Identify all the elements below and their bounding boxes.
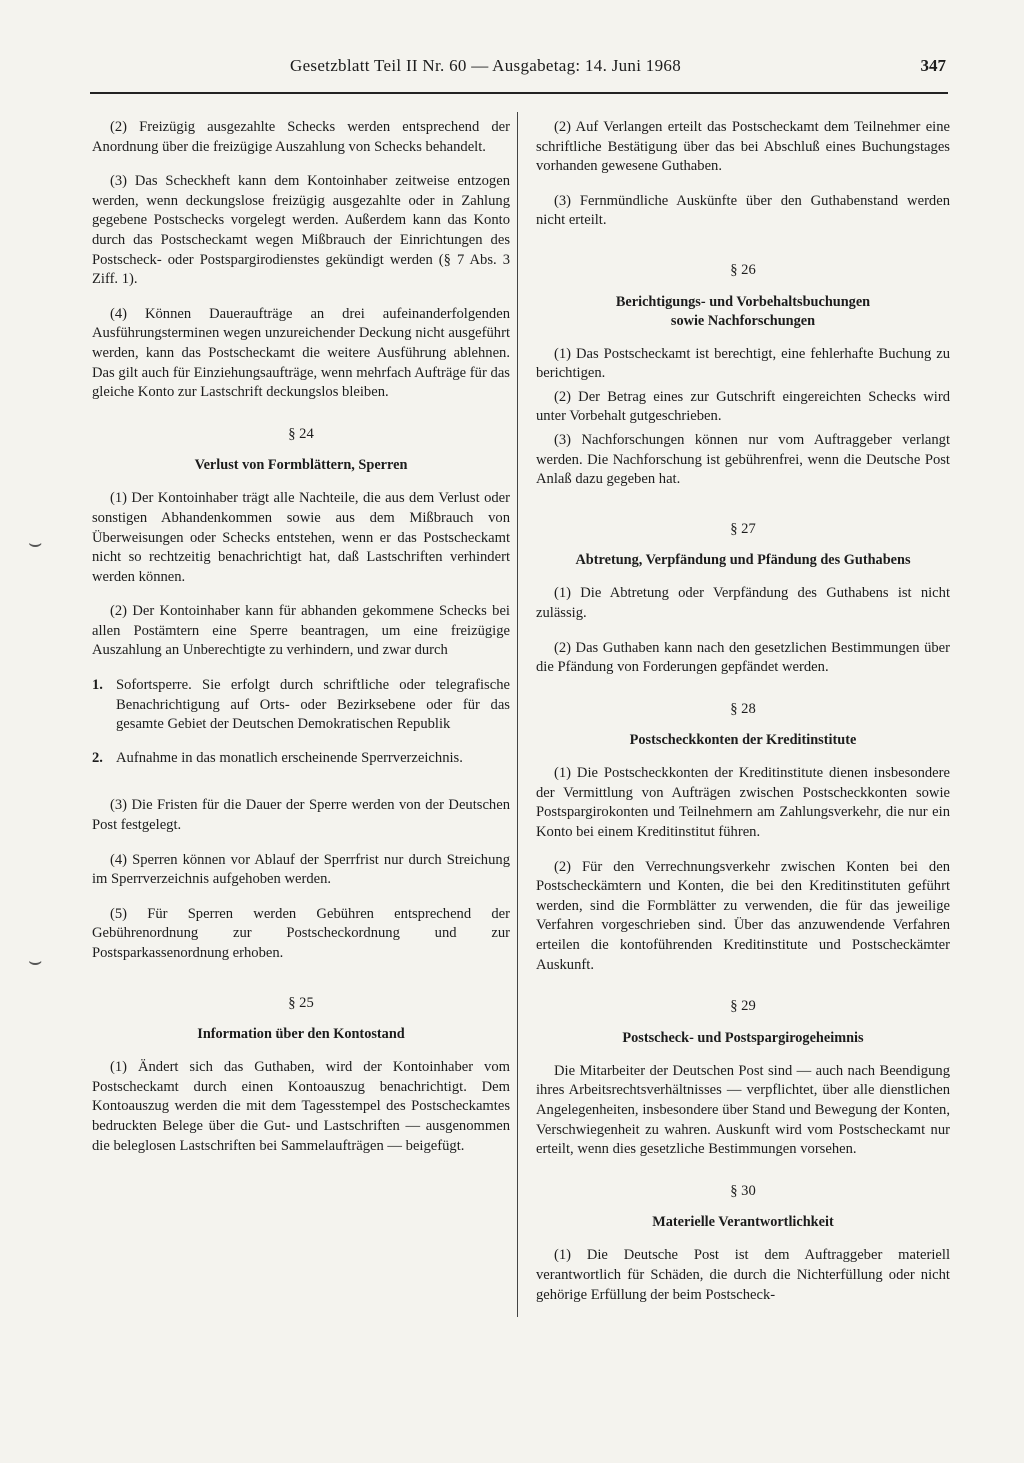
section-title — [536, 293, 950, 331]
page-header-title: Gesetzblatt Teil II Nr. 60 — Ausgabetag: 14. Juni 1968 — [290, 56, 681, 75]
paragraph: (1) Ändert sich das Guthaben, wird der Kontoinhaber vom Postscheckamt durch einen Kontoauszug benachrichtigt. Dem Kontoauszug werden die mit dem Tagesstempel des Postscheckamtes bedruckten Belege über die Gut- und Lastschriften — ausgenommen die beleglosen Lastschriften bei Sammelaufträgen — beigefügt. — [92, 1059, 510, 1154]
section-number: § 24 — [288, 425, 314, 442]
section-title-line: sowie Nachforschungen — [670, 312, 816, 329]
paragraph: Die Mitarbeiter der Deutschen Post sind — auch nach Beendigung ihres Arbeitsrechtsverhältnisses — verpflichtet, über alle dienstlichen Angelegenheiten, insbesondere über Stand und Bewegung der Konten, Verschwiegenheit zu wahren. Auskunft wird vom Postscheckamt nur erteilt, wenn dies gesetzliche Bestimmungen vorsehen. — [536, 1062, 950, 1158]
paragraph: (1) Die Deutsche Post ist dem Auftraggeber materiell verantwortlich für Schäden, die durch die Nichterfüllung oder nicht gehörige Erfüllung der beim Postscheck- — [536, 1247, 950, 1303]
paragraph: (4) Sperren können vor Ablauf der Sperrfrist nur durch Streichung im Sperrverzeichnis aufgehoben werden. — [92, 851, 510, 888]
paragraph: (1) Die Abtretung oder Verpfändung des Guthabens ist nicht zulässig. — [536, 585, 950, 621]
paragraph: (2) Für den Verrechnungsverkehr zwischen Konten bei den Postscheckämtern und Konten, die bei den Kreditinstituten geführt werden, sind die Formblätter zu verwenden, die für das jeweilige Verfahren vorgeschrieben sind. Über das anzuwendende Verfahren erteilen die kontoführenden Kreditinstitute und Postscheckämter Auskunft. — [536, 858, 950, 973]
section-number: § 26 — [730, 261, 756, 278]
paragraph: (2) Das Guthaben kann nach den gesetzlichen Bestimmungen über die Pfändung von Forderungen gepfändet werden. — [536, 639, 950, 676]
section-title: Abtretung, Verpfändung und Pfändung des Guthabens — [575, 552, 911, 569]
paragraph: (1) Das Postscheckamt ist berechtigt, eine fehlerhafte Buchung zu berichtigen. — [536, 345, 950, 382]
paragraph: (3) Nachforschungen können nur vom Auftraggeber verlangt werden. Die Nachforschung ist gebührenfrei, wenn die Deutsche Post Anlaß dazu gegeben hat. — [536, 431, 950, 488]
paragraph: (3) Fernmündliche Auskünfte über den Guthabenstand werden nicht erteilt. — [536, 192, 950, 229]
section-number: § 30 — [730, 1182, 756, 1199]
section-title: Materielle Verantwortlichkeit — [652, 1214, 834, 1231]
margin-mark: ⌣ — [28, 530, 43, 555]
column-divider — [517, 112, 518, 1317]
page-number: 347 — [920, 56, 946, 75]
paragraph: (2) Freizügig ausgezahlte Schecks werden entsprechend der Anordnung über die freizügige Auszahlung von Schecks behandelt. — [92, 119, 510, 155]
list-item-number: 2. — [92, 749, 103, 766]
paragraph: (1) Der Kontoinhaber trägt alle Nachteile, die aus dem Verlust oder sonstigen Abhandenkommen sowie aus dem Mißbrauch von Überweisungen oder Schecks entstehen, wenn er das Postscheckamt nicht so rechtzeitig benachrichtigt hat, daß Lastschriften verhindert werden können. — [92, 490, 510, 585]
left-column — [92, 118, 510, 1171]
paragraph: (1) Die Postscheckkonten der Kreditinstitute dienen insbesondere der Vermittlung von Aufträgen zwischen Postscheckkonten sowie Postspargirokonten und Teilnehmern am Zahlungsverkehr, die nur ein Konto bei einem Kreditinstitut führen. — [536, 765, 950, 841]
section-title: Information über den Kontostand — [197, 1026, 405, 1043]
right-column — [536, 118, 950, 1320]
page-header — [90, 56, 950, 86]
section-number: § 29 — [730, 998, 756, 1015]
list-item-number: 1. — [92, 677, 103, 694]
list-item-text: Sofortsperre. Sie erfolgt durch schriftliche oder telegrafische Benachrichtigung auf Orts- oder Bezirksebene oder für das gesamte Gebiet der Deutschen Demokratischen Republik — [116, 677, 510, 733]
paragraph: (5) Für Sperren werden Gebühren entsprechend der Gebührenordnung zur Postscheckordnung und zur Postsparkassenordnung erhoben. — [92, 905, 510, 961]
section-title: Verlust von Formblättern, Sperren — [194, 457, 408, 474]
list-item — [92, 676, 510, 735]
section-number: § 25 — [288, 994, 314, 1011]
list-item — [92, 749, 510, 769]
list-item-text: Aufnahme in das monatlich erscheinende Sperrverzeichnis. — [116, 749, 463, 766]
section-title-line: Berichtigungs- und Vorbehaltsbuchungen — [615, 293, 871, 310]
section-title: Postscheckkonten der Kreditinstitute — [629, 732, 857, 749]
section-number: § 28 — [730, 700, 756, 717]
margin-mark: ⌣ — [28, 948, 43, 973]
paragraph: (3) Die Fristen für die Dauer der Sperre werden von der Deutschen Post festgelegt. — [92, 797, 510, 834]
paragraph: (2) Der Betrag eines zur Gutschrift eingereichten Schecks wird unter Vorbehalt gutgeschrieben. — [536, 388, 950, 425]
paragraph: (4) Können Daueraufträge an drei aufeinanderfolgenden Ausführungsterminen wegen unzureichender Deckung nicht ausgeführt werden, kann das Postscheckamt die weitere Ausführung ablehnen. Das gilt auch für Einziehungsaufträge, wenn mehrfach Aufträge für das gleiche Konto zur Lastschrift deckungslos bleiben. — [92, 305, 510, 401]
section-number: § 27 — [730, 520, 756, 537]
paragraph: (2) Der Kontoinhaber kann für abhanden gekommene Schecks bei allen Postämtern eine Sperre beantragen, um eine freizügige Auszahlung an Unberechtigte zu verhindern, und zwar durch — [92, 603, 510, 659]
section-title: Postscheck- und Postspargirogeheimnis — [622, 1029, 864, 1046]
paragraph: (3) Das Scheckheft kann dem Kontoinhaber zeitweise entzogen werden, wenn deckungslose freizügig ausgezahlte oder in Zahlung gegebene Postschecks vorgelegt werden. Außerdem kann das Konto durch das Postscheckamt wegen Mißbrauch der Einrichtungen des Postscheck- oder Postspargirodienstes gekündigt werden (§ 7 Abs. 3 Ziff. 1). — [92, 173, 510, 288]
paragraph: (2) Auf Verlangen erteilt das Postscheckamt dem Teilnehmer eine schriftliche Bestätigung über das bei Abschluß eines Buchungstages vorhanden gewesene Guthaben. — [536, 119, 950, 175]
header-rule — [90, 92, 948, 94]
